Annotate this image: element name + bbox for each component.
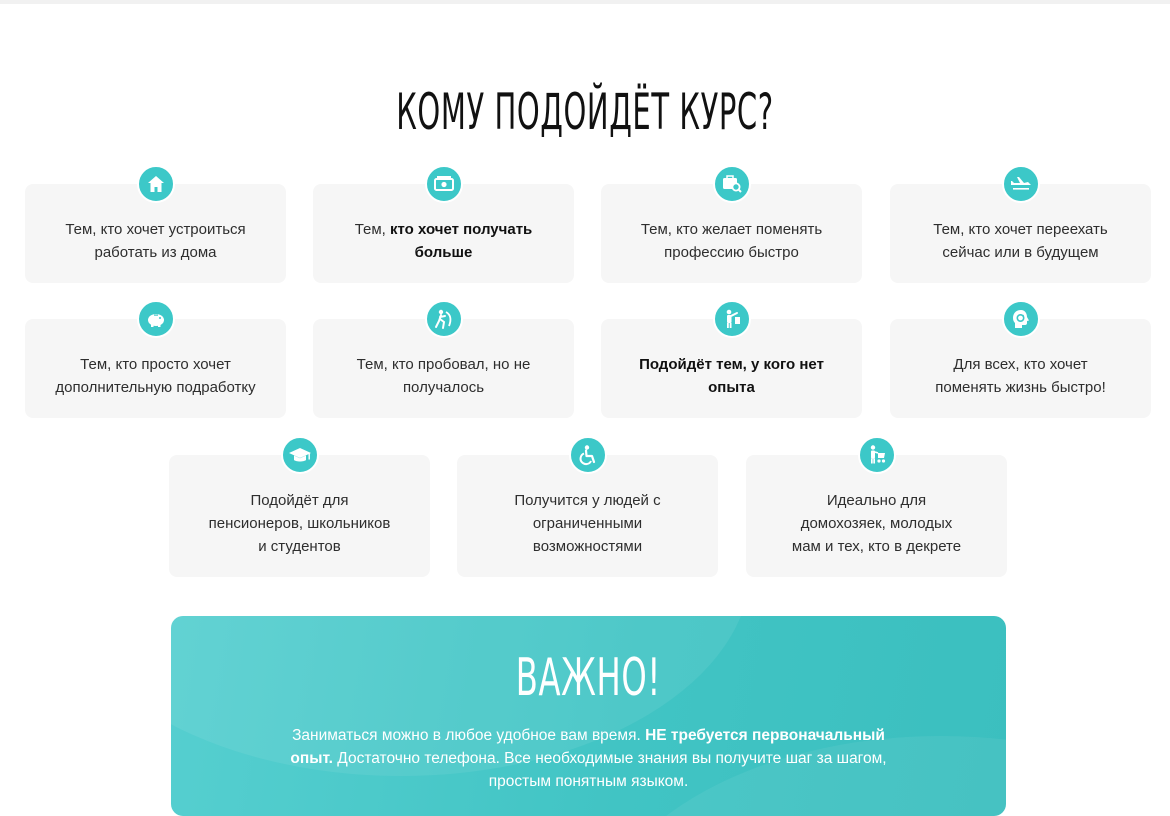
important-heading: ВАЖНО! [515,648,661,708]
important-bold: НЕ требуется первоначальный [645,727,885,744]
head-refresh-icon [1002,300,1040,338]
card-text-line: дополнительную подработку [55,379,256,396]
audience-card-work-from-home [25,184,286,283]
important-text: Заниматься можно в любое удобное вам время. [292,727,646,744]
money-icon [425,165,463,203]
card-text-lead: Тем, [354,221,391,238]
wheelchair-icon [569,436,607,474]
audience-card-housewives-moms [746,455,1007,577]
important-text: простым понятным языком. [488,773,689,790]
card-text-line: пенсионеров, школьников [208,515,391,532]
card-text-line: и студентов [258,538,341,555]
important-text: Достаточно телефона. Все необходимые знания вы получите шаг за шагом, [333,750,887,767]
card-text-bold: опыта [708,379,755,396]
important-banner [171,616,1006,816]
card-text-line: получалось [402,379,485,396]
parent-stroller-icon [858,436,896,474]
card-text-bold: Подойдёт тем, у кого нет [639,356,824,373]
audience-card-limited-abilities [457,455,718,577]
card-text-line: поменять жизнь быстро! [935,379,1106,396]
card-text-line: Для всех, кто хочет [953,356,1088,373]
card-text-line: профессию быстро [664,244,799,261]
piggy-bank-icon [137,300,175,338]
important-bold: опыт. [290,750,333,767]
card-text-line: Тем, кто желает поменять [640,221,823,238]
important-body [241,724,936,793]
audience-card-change-profession [601,184,862,283]
audience-card-earn-more [313,184,574,283]
card-text-line: Подойдёт для [250,492,349,509]
card-text-line: сейчас или в будущем [942,244,1099,261]
person-falling-icon [425,300,463,338]
audience-card-pensioners-students [169,455,430,577]
profession-search-icon [713,165,751,203]
audience-card-tried-before [313,319,574,418]
section-title: КОМУ ПОДОЙДЁТ КУРС? [396,83,774,141]
person-pointing-icon [713,300,751,338]
airplane-icon [1002,165,1040,203]
card-text-line: мам и тех, кто в декрете [791,538,962,555]
card-text-bold: больше [414,244,473,261]
card-text-line: Тем, кто хочет устроиться [65,221,246,238]
card-text-bold: кто хочет получать [390,221,533,238]
audience-card-side-income [25,319,286,418]
top-divider [0,0,1170,4]
card-text-line: возможностями [532,538,643,555]
audience-card-relocate [890,184,1151,283]
card-text-line: ограниченными [532,515,643,532]
audience-card-change-life [890,319,1151,418]
card-text-line: домохозяек, молодых [800,515,953,532]
card-text-line: Тем, кто пробовал, но не [356,356,531,373]
card-text-line: Тем, кто хочет переехать [933,221,1108,238]
card-text-line: Тем, кто просто хочет [80,356,231,373]
card-text-line: Получится у людей с [514,492,661,509]
card-text-line: работать из дома [94,244,217,261]
graduation-cap-icon [281,436,319,474]
audience-card-no-experience [601,319,862,418]
home-icon [137,165,175,203]
card-text-line: Идеально для [826,492,927,509]
